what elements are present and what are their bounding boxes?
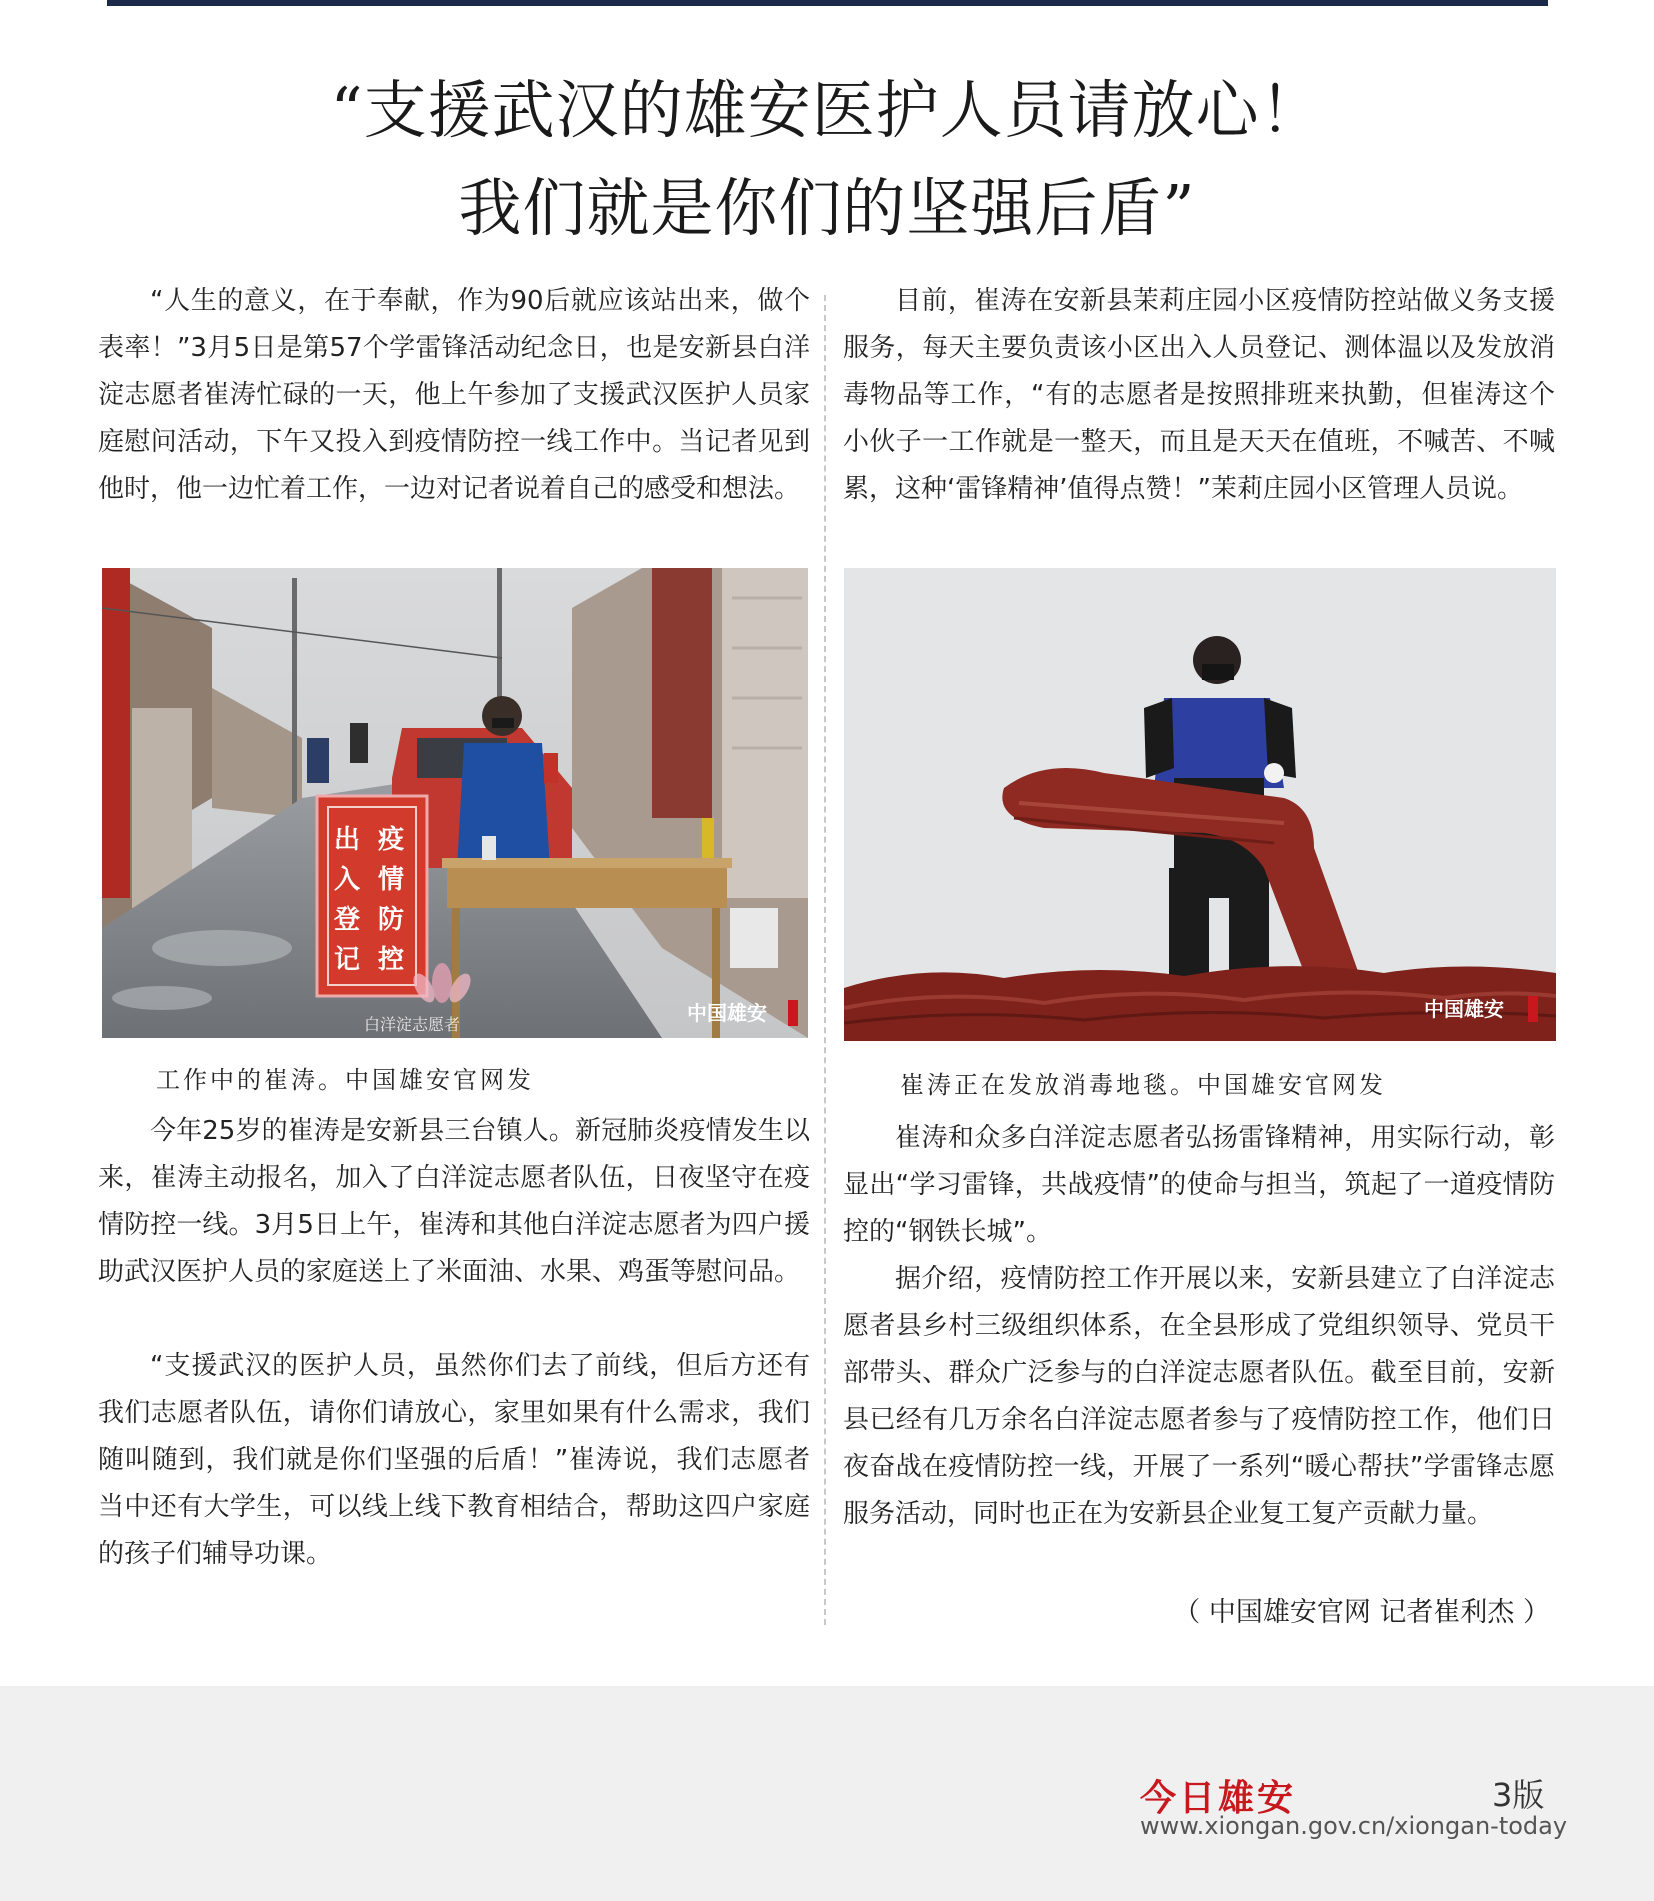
left-paragraph-3: “支援武汉的医护人员，虽然你们去了前线，但后方还有我们志愿者队伍，请你们请放心，家里如果有什么需求，我们随叫随到，我们就是你们坚强的后盾！”崔涛说，我们志愿者当中还有大学生，可以线上线下教育相结合，帮助这四户家庭的孩子们辅导功课。: [98, 1351, 810, 1569]
page-footer: [0, 1686, 1654, 1901]
street-checkpoint-illustration: [102, 568, 808, 1038]
right-paragraph-1: 目前，崔涛在安新县茉莉庄园小区疫情防控站做义务支援服务，每天主要负责该小区出入人员登记、测体温以及发放消毒物品等工作，“有的志愿者是按照排班来执勤，但崔涛这个小伙子一工作就是一整天，而且是天天在值班，不喊苦、不喊累，这种‘雷锋精神’值得点赞！”茉莉庄园小区管理人员说。: [843, 286, 1555, 504]
newspaper-logo: 今日雄安: [1140, 1777, 1297, 1819]
headline-line-2: 我们就是你们的坚强后盾”: [458, 172, 1196, 245]
right-paragraph-2: 崔涛和众多白洋淀志愿者弘扬雷锋精神，用实际行动，彰显出“学习雷锋，共战疫情”的使命与担当，筑起了一道疫情防控的“钢铁长城”。: [843, 1123, 1555, 1247]
sign-char: 防: [378, 905, 405, 935]
sign-char: 登: [334, 905, 361, 935]
photo-watermark-left: 白洋淀志愿者: [364, 1015, 461, 1034]
column-divider: [824, 295, 826, 1625]
left-paragraph-2: 今年25岁的崔涛是安新县三台镇人。新冠肺炎疫情发生以来，崔涛主动报名，加入了白洋淀志愿者队伍，日夜坚守在疫情防控一线。3月5日上午，崔涛和其他白洋淀志愿者为四户援助武汉医护人员的家庭送上了米面油、水果、鸡蛋等慰问品。: [98, 1116, 810, 1287]
carpet-distribution-illustration: [844, 568, 1556, 1041]
sign-char: 控: [378, 945, 405, 975]
photo-watermark-right: 中国雄安: [687, 1001, 767, 1025]
photo-volunteer-at-checkpoint: [102, 568, 808, 1038]
headline-line-1: “支援武汉的雄安医护人员请放心！: [330, 74, 1324, 147]
left-paragraph-1: “人生的意义，在于奉献，作为90后就应该站出来，做个表率！”3月5日是第57个学雷锋活动纪念日，也是安新县白洋淀志愿者崔涛忙碌的一天，他上午参加了支援武汉医护人员家庭慰问活动，下午又投入到疫情防控一线工作中。当记者见到他时，他一边忙着工作，一边对记者说着自己的感受和想法。: [98, 286, 810, 504]
sign-char: 情: [378, 865, 405, 895]
photo-volunteer-with-carpets: [844, 568, 1556, 1041]
right-photo-caption: 崔涛正在发放消毒地毯。中国雄安官网发: [900, 1071, 1386, 1099]
right-paragraph-3: 据介绍，疫情防控工作开展以来，安新县建立了白洋淀志愿者县乡村三级组织体系，在全县形成了党组织领导、党员干部带头、群众广泛参与的白洋淀志愿者队伍。截至目前，安新县已经有几万余名白洋淀志愿者参与了疫情防控工作，他们日夜奋战在疫情防控一线，开展了一系列“暖心帮扶”学雷锋志愿服务活动，同时也正在为安新县企业复工复产贡献力量。: [843, 1264, 1555, 1529]
sign-char: 记: [334, 945, 361, 975]
top-rule: [107, 0, 1548, 6]
left-photo-caption: 工作中的崔涛。中国雄安官网发: [156, 1066, 534, 1094]
photo-watermark-right-2: 中国雄安: [1424, 997, 1504, 1021]
sign-char: 入: [334, 865, 361, 895]
page-number: 3版: [1492, 1776, 1545, 1814]
website-url[interactable]: www.xiongan.gov.cn/xiongan-today: [1140, 1812, 1568, 1840]
sign-char: 出: [334, 825, 361, 855]
sign-char: 疫: [378, 825, 405, 855]
reporter-credit: （ 中国雄安官网 记者崔利杰 ）: [1173, 1597, 1550, 1628]
